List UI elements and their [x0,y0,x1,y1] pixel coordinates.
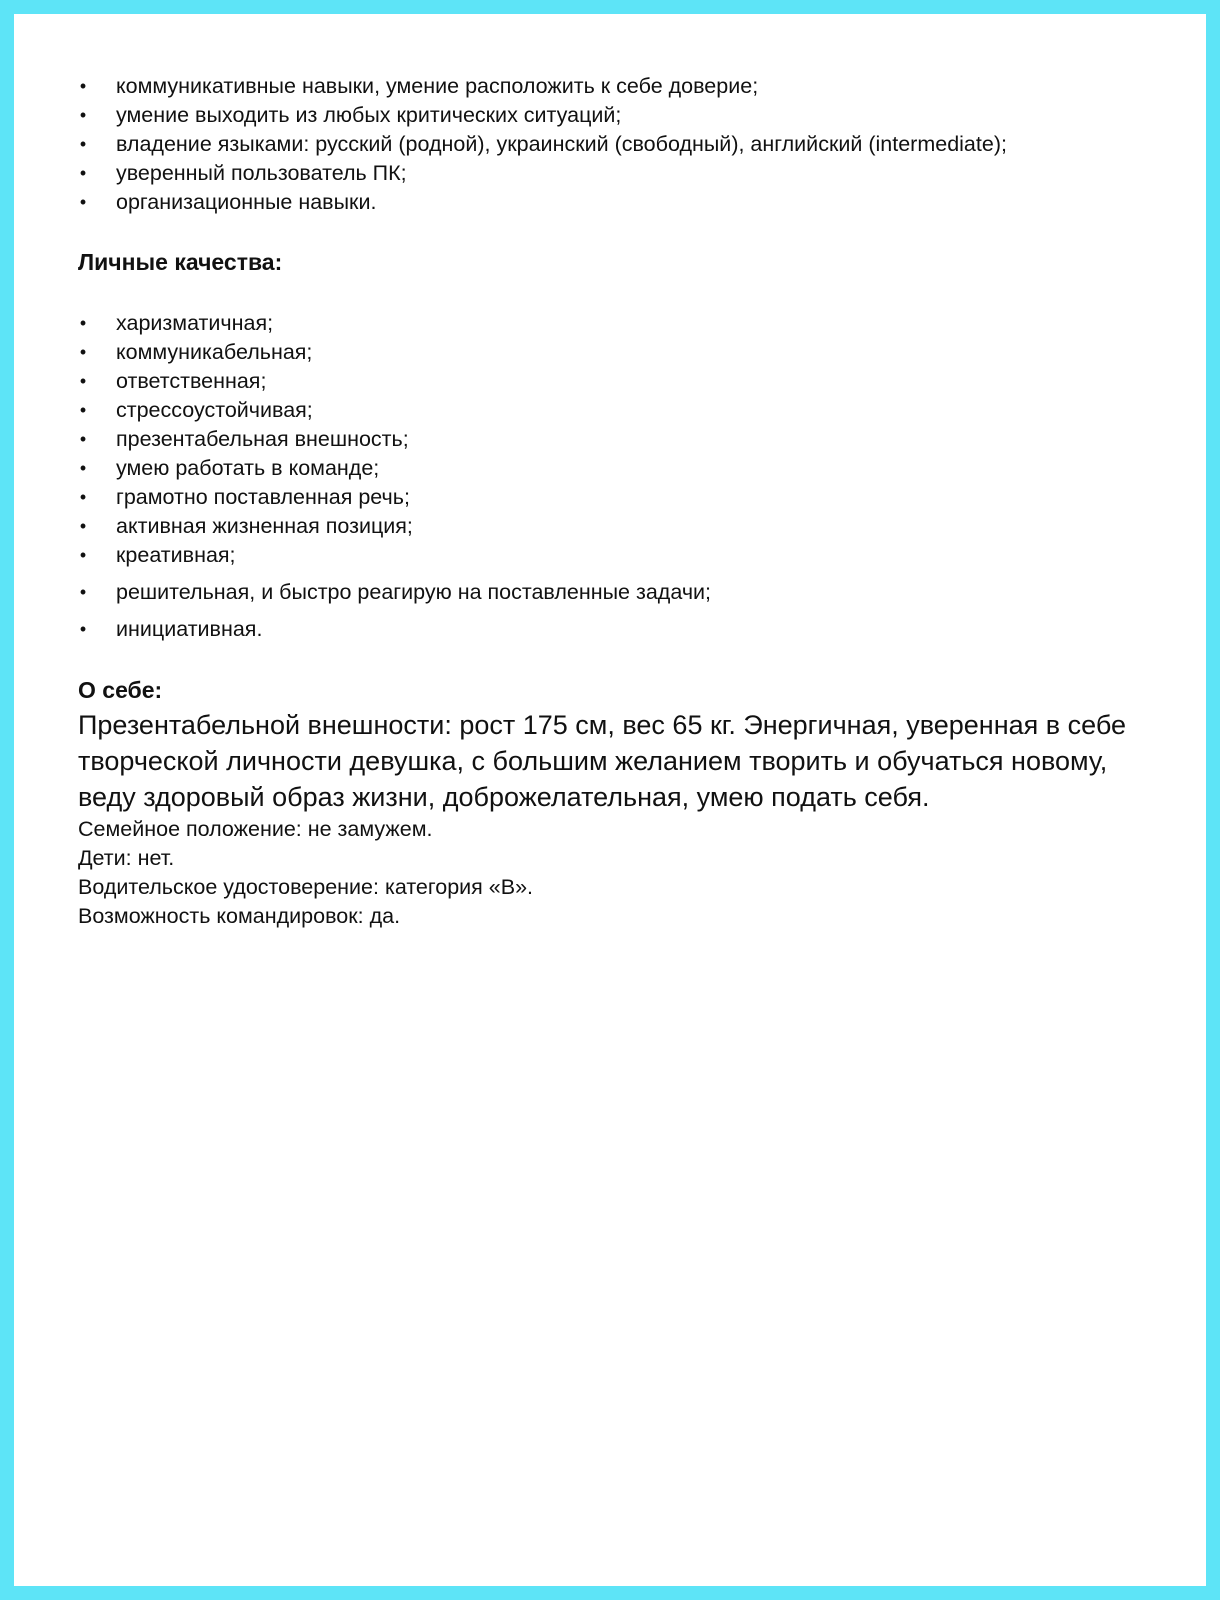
bullet-icon: • [79,313,87,333]
qualities-list [78,309,1158,644]
about-heading: О себе: [78,677,163,703]
skills-list [78,72,1158,217]
quality-item: • грамотно поставленная речь; [78,483,1158,512]
quality-item: • ответственная; [78,367,1158,396]
quality-item: • активная жизненная позиция; [78,512,1158,541]
quality-item: • креативная; [78,541,1158,570]
bullet-icon: • [79,105,87,125]
about-paragraph: Презентабельной внешности: рост 175 см, вес 65 кг. Энергичная, уверенная в себе творческой личности девушка, с большим желанием творить и обучаться новому, веду здоровый образ жизни, доброжелательная, умею подать себя. [78,710,1127,812]
business-trips: Возможность командировок: да. [78,904,401,928]
driver-license: Водительское удостоверение: категория «В». [78,875,534,899]
bullet-icon: • [79,458,87,478]
bullet-icon: • [79,487,87,507]
skill-item: • умение выходить из любых критических ситуаций; [78,101,1158,130]
bullet-icon: • [79,192,87,212]
bullet-icon: • [79,400,87,420]
document-page [14,14,1206,1586]
skill-item: • владение языками: русский (родной), украинский (свободный), английский (intermediate); [78,130,1158,159]
quality-item: • умею работать в команде; [78,454,1158,483]
skill-item: • организационные навыки. [78,188,1158,217]
bullet-icon: • [79,429,87,449]
quality-item: • презентабельная внешность; [78,425,1158,454]
bullet-icon: • [79,134,87,154]
bullet-icon: • [79,619,87,639]
quality-item: • коммуникабельная; [78,338,1158,367]
quality-item: • стрессоустойчивая; [78,396,1158,425]
bullet-icon: • [79,582,87,602]
skill-item: • коммуникативные навыки, умение расположить к себе доверие; [78,72,1158,101]
resume-content [78,72,1158,931]
personal-qualities-heading: Личные качества: [78,249,283,275]
bullet-icon: • [79,371,87,391]
bullet-icon: • [79,163,87,183]
bullet-icon: • [79,76,87,96]
skill-item: • уверенный пользователь ПК; [78,159,1158,188]
bullet-icon: • [79,545,87,565]
quality-item: • харизматичная; [78,309,1158,338]
children-status: Дети: нет. [78,846,175,870]
bullet-icon: • [79,516,87,536]
bullet-icon: • [79,342,87,362]
marital-status: Семейное положение: не замужем. [78,817,433,841]
quality-item: • инициативная. [78,615,1158,644]
quality-item: • решительная, и быстро реагирую на поставленные задачи; [78,578,1158,607]
